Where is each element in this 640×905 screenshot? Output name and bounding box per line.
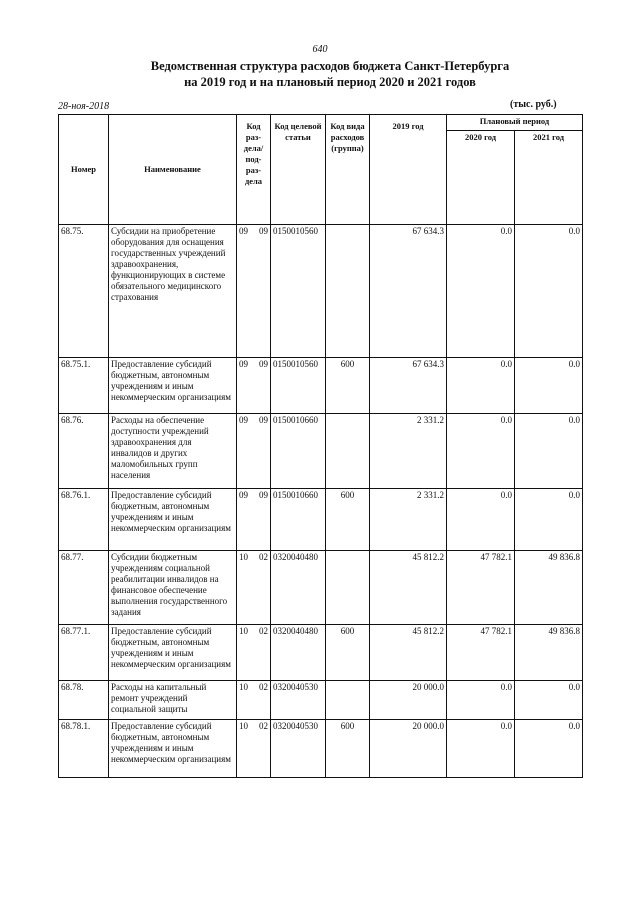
row-2019-value: 2 331.2 xyxy=(370,414,447,489)
table-row xyxy=(59,720,583,778)
row-expense-type xyxy=(326,681,370,720)
row-expense-type xyxy=(326,225,370,358)
table-row xyxy=(59,625,583,681)
row-name: Расходы на капитальный ремонт учреждений социальной защиты xyxy=(109,681,237,720)
row-2021-value: 0.0 xyxy=(515,720,583,778)
row-name: Расходы на обеспечение доступности учреждений здравоохранения для инвалидов и других маломобильных групп населения xyxy=(109,414,237,489)
row-2021-value: 49 836.8 xyxy=(515,625,583,681)
row-target-code: 0150010660 xyxy=(271,489,326,551)
header-2020: 2020 год xyxy=(447,131,515,225)
row-2020-value: 0.0 xyxy=(447,414,515,489)
row-name: Предоставление субсидий бюджетным, автономным учреждениям и иным некоммерческим организациям xyxy=(109,489,237,551)
row-2021-value: 0.0 xyxy=(515,358,583,414)
row-2020-value: 0.0 xyxy=(447,720,515,778)
row-target-code: 0320040480 xyxy=(271,551,326,625)
row-name: Предоставление субсидий бюджетным, автономным учреждениям и иным некоммерческим организациям xyxy=(109,625,237,681)
row-number: 68.75. xyxy=(59,225,109,358)
subsection-code: 02 xyxy=(259,721,268,731)
row-2019-value: 67 634.3 xyxy=(370,358,447,414)
row-2021-value: 0.0 xyxy=(515,225,583,358)
row-number: 68.78. xyxy=(59,681,109,720)
row-target-code: 0150010560 xyxy=(271,225,326,358)
header-name: Наименование xyxy=(109,115,237,225)
row-2019-value: 67 634.3 xyxy=(370,225,447,358)
row-expense-type xyxy=(326,551,370,625)
header-expense-type-code: Код вида расходов (группа) xyxy=(326,115,370,225)
row-name: Предоставление субсидий бюджетным, автономным учреждениям и иным некоммерческим организациям xyxy=(109,720,237,778)
section-code: 09 xyxy=(239,415,248,425)
subsection-code: 09 xyxy=(259,490,268,500)
row-2020-value: 0.0 xyxy=(447,489,515,551)
subsection-code: 02 xyxy=(259,552,268,562)
row-number: 68.76.1. xyxy=(59,489,109,551)
row-2021-value: 49 836.8 xyxy=(515,551,583,625)
header-section-code: Код раз-дела/ под-раз-дела xyxy=(237,115,271,225)
row-2020-value: 47 782.1 xyxy=(447,551,515,625)
section-code: 10 xyxy=(239,626,248,636)
header-target-code: Код целевой статьи xyxy=(271,115,326,225)
row-name: Субсидии бюджетным учреждениям социальной реабилитации инвалидов на финансовое обеспечение выполнения государственного задания xyxy=(109,551,237,625)
row-2019-value: 2 331.2 xyxy=(370,489,447,551)
title-line-2: на 2019 год и на плановый период 2020 и 2021 годов xyxy=(184,75,476,89)
row-section-code xyxy=(237,414,271,489)
row-number: 68.75.1. xyxy=(59,358,109,414)
row-section-code xyxy=(237,551,271,625)
row-target-code: 0320040480 xyxy=(271,625,326,681)
document-date: 28-ноя-2018 xyxy=(58,101,110,112)
row-section-code xyxy=(237,681,271,720)
row-expense-type: 600 xyxy=(326,625,370,681)
section-code: 10 xyxy=(239,721,248,731)
row-expense-type xyxy=(326,414,370,489)
header-planned-period: Плановый период xyxy=(447,115,583,131)
row-2020-value: 0.0 xyxy=(447,358,515,414)
row-number: 68.78.1. xyxy=(59,720,109,778)
document-title xyxy=(60,58,600,90)
title-line-1: Ведомственная структура расходов бюджета Санкт-Петербурга xyxy=(150,59,510,73)
section-code: 10 xyxy=(239,682,248,692)
row-2020-value: 0.0 xyxy=(447,225,515,358)
row-section-code xyxy=(237,225,271,358)
units-label: (тыс. руб.) xyxy=(510,99,557,110)
section-code: 09 xyxy=(239,490,248,500)
row-section-code xyxy=(237,720,271,778)
row-2019-value: 20 000.0 xyxy=(370,720,447,778)
row-target-code: 0150010660 xyxy=(271,414,326,489)
row-name: Субсидии на приобретение оборудования для оснащения государственных учреждений здравоохранения, функционирующих в системе обязательного медицинского страхования xyxy=(109,225,237,358)
section-code: 09 xyxy=(239,226,248,236)
table-row xyxy=(59,225,583,358)
row-expense-type: 600 xyxy=(326,720,370,778)
subsection-code: 09 xyxy=(259,415,268,425)
row-2021-value: 0.0 xyxy=(515,414,583,489)
subsection-code: 09 xyxy=(259,359,268,369)
header-2021: 2021 год xyxy=(515,131,583,225)
row-target-code: 0320040530 xyxy=(271,720,326,778)
row-name: Предоставление субсидий бюджетным, автономным учреждениям и иным некоммерческим организациям xyxy=(109,358,237,414)
row-number: 68.77. xyxy=(59,551,109,625)
table-row xyxy=(59,681,583,720)
row-2021-value: 0.0 xyxy=(515,681,583,720)
row-2019-value: 45 812.2 xyxy=(370,625,447,681)
table-row xyxy=(59,489,583,551)
header-2019: 2019 год xyxy=(370,115,447,225)
row-number: 68.76. xyxy=(59,414,109,489)
row-section-code xyxy=(237,625,271,681)
row-target-code: 0150010560 xyxy=(271,358,326,414)
row-2019-value: 20 000.0 xyxy=(370,681,447,720)
table-row xyxy=(59,414,583,489)
row-section-code xyxy=(237,489,271,551)
page-number: 640 xyxy=(312,44,328,55)
row-number: 68.77.1. xyxy=(59,625,109,681)
section-code: 09 xyxy=(239,359,248,369)
row-2020-value: 0.0 xyxy=(447,681,515,720)
row-expense-type: 600 xyxy=(326,489,370,551)
subsection-code: 02 xyxy=(259,682,268,692)
subsection-code: 02 xyxy=(259,626,268,636)
row-2019-value: 45 812.2 xyxy=(370,551,447,625)
budget-table xyxy=(58,114,583,778)
row-2020-value: 47 782.1 xyxy=(447,625,515,681)
row-expense-type: 600 xyxy=(326,358,370,414)
table-row xyxy=(59,358,583,414)
row-section-code xyxy=(237,358,271,414)
table-row xyxy=(59,551,583,625)
row-target-code: 0320040530 xyxy=(271,681,326,720)
subsection-code: 09 xyxy=(259,226,268,236)
row-2021-value: 0.0 xyxy=(515,489,583,551)
header-number: Номер xyxy=(59,115,109,225)
section-code: 10 xyxy=(239,552,248,562)
